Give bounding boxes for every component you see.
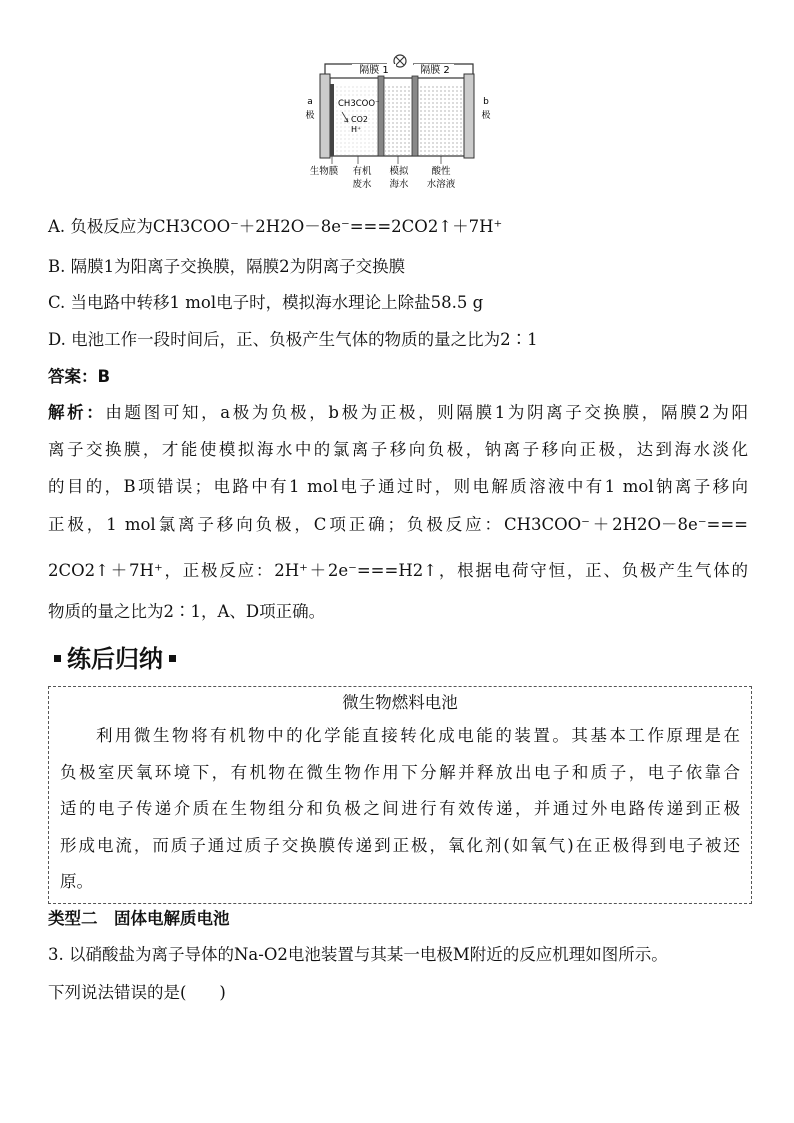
analysis-line-4: 正极，1 mol氯离子移向负极，C项正确；负极反应：CH3COO⁻＋2H2O－8e⁻=== <box>48 515 748 534</box>
analysis-line-1: 解析：由题图可知，a极为负极，b极为正极，则隔膜1为阴离子交换膜，隔膜2为阳 <box>48 403 748 422</box>
a-label-ji: 极 <box>305 111 315 121</box>
option-b: B. 隔膜1为阳离子交换膜，隔膜2为阴离子交换膜 <box>48 257 406 276</box>
label-acidic: 酸性 <box>431 166 451 177</box>
option-d: D. 电池工作一段时间后，正、负极产生气体的物质的量之比为2∶1 <box>48 330 538 349</box>
membrane2-label: 隔膜 2 <box>420 65 450 76</box>
option-a: A. 负极反应为CH3COO⁻＋2H2O－8e⁻===2CO2↑＋7H⁺ <box>48 217 503 236</box>
label-aqueous: 水溶液 <box>426 179 456 190</box>
question-3-line-2: 下列说法错误的是( ) <box>48 983 226 1002</box>
analysis-line-5: 2CO2↑＋7H⁺，正极反应：2H⁺＋2e⁻===H2↑，根据电荷守恒，正、负极产生气体的 <box>48 561 748 580</box>
box-line-2: 负极室厌氧环境下，有机物在微生物作用下分解并释放出电子和质子，电子依靠合 <box>60 763 740 782</box>
question-3-line-1: 3. 以硝酸盐为离子导体的Na-O2电池装置与其某一电极M附近的反应机理如图所示。 <box>48 945 668 964</box>
box-line-5: 原。 <box>60 872 93 891</box>
label-biofilm: 生物膜 <box>309 166 339 177</box>
square-bullet-icon <box>169 655 176 662</box>
analysis-line-2: 离子交换膜，才能使模拟海水中的氯离子移向负极，钠离子移向正极，达到海水淡化 <box>48 440 748 459</box>
option-c: C. 当电路中转移1 mol电子时，模拟海水理论上除盐58.5 g <box>48 293 484 312</box>
label-wastewater: 废水 <box>352 179 372 190</box>
box-line-4: 形成电流，而质子通过质子交换膜传递到正极，氧化剂(如氧气)在正极得到电子被还 <box>60 836 740 855</box>
label-seawater: 海水 <box>389 179 409 190</box>
species-ch3coo: CH3COO⁻ <box>338 99 380 109</box>
species-h: H⁺ <box>351 125 362 134</box>
square-bullet-icon <box>54 655 61 662</box>
section-type2: 类型二 固体电解质电池 <box>48 909 230 928</box>
answer: 答案：B <box>48 367 111 386</box>
analysis-line-3: 的目的，B项错误；电路中有1 mol电子通过时，则电解质溶液中有1 mol钠离子移向 <box>48 477 748 496</box>
a-label: a <box>307 97 313 107</box>
box-line-1: 利用微生物将有机物中的化学能直接转化成电能的装置。其基本工作原理是在 <box>96 726 740 745</box>
box-title: 微生物燃料电池 <box>342 693 458 712</box>
summary-heading: 练后归纳 <box>48 644 182 674</box>
analysis-line-6: 物质的量之比为2∶1，A、D项正确。 <box>48 602 326 621</box>
box-line-3: 适的电子传递介质在生物组分和负极之间进行有效传递，并通过外电路传递到正极 <box>60 799 740 818</box>
b-label: b <box>483 97 489 107</box>
analysis-label: 解析： <box>48 403 106 422</box>
species-co2: CO2 <box>351 115 368 124</box>
membrane1-label: 隔膜 1 <box>359 65 389 76</box>
b-label-ji: 极 <box>481 111 491 121</box>
label-simulated: 模拟 <box>389 166 409 177</box>
label-organic: 有机 <box>352 166 372 177</box>
fuel-cell-diagram <box>300 50 500 198</box>
